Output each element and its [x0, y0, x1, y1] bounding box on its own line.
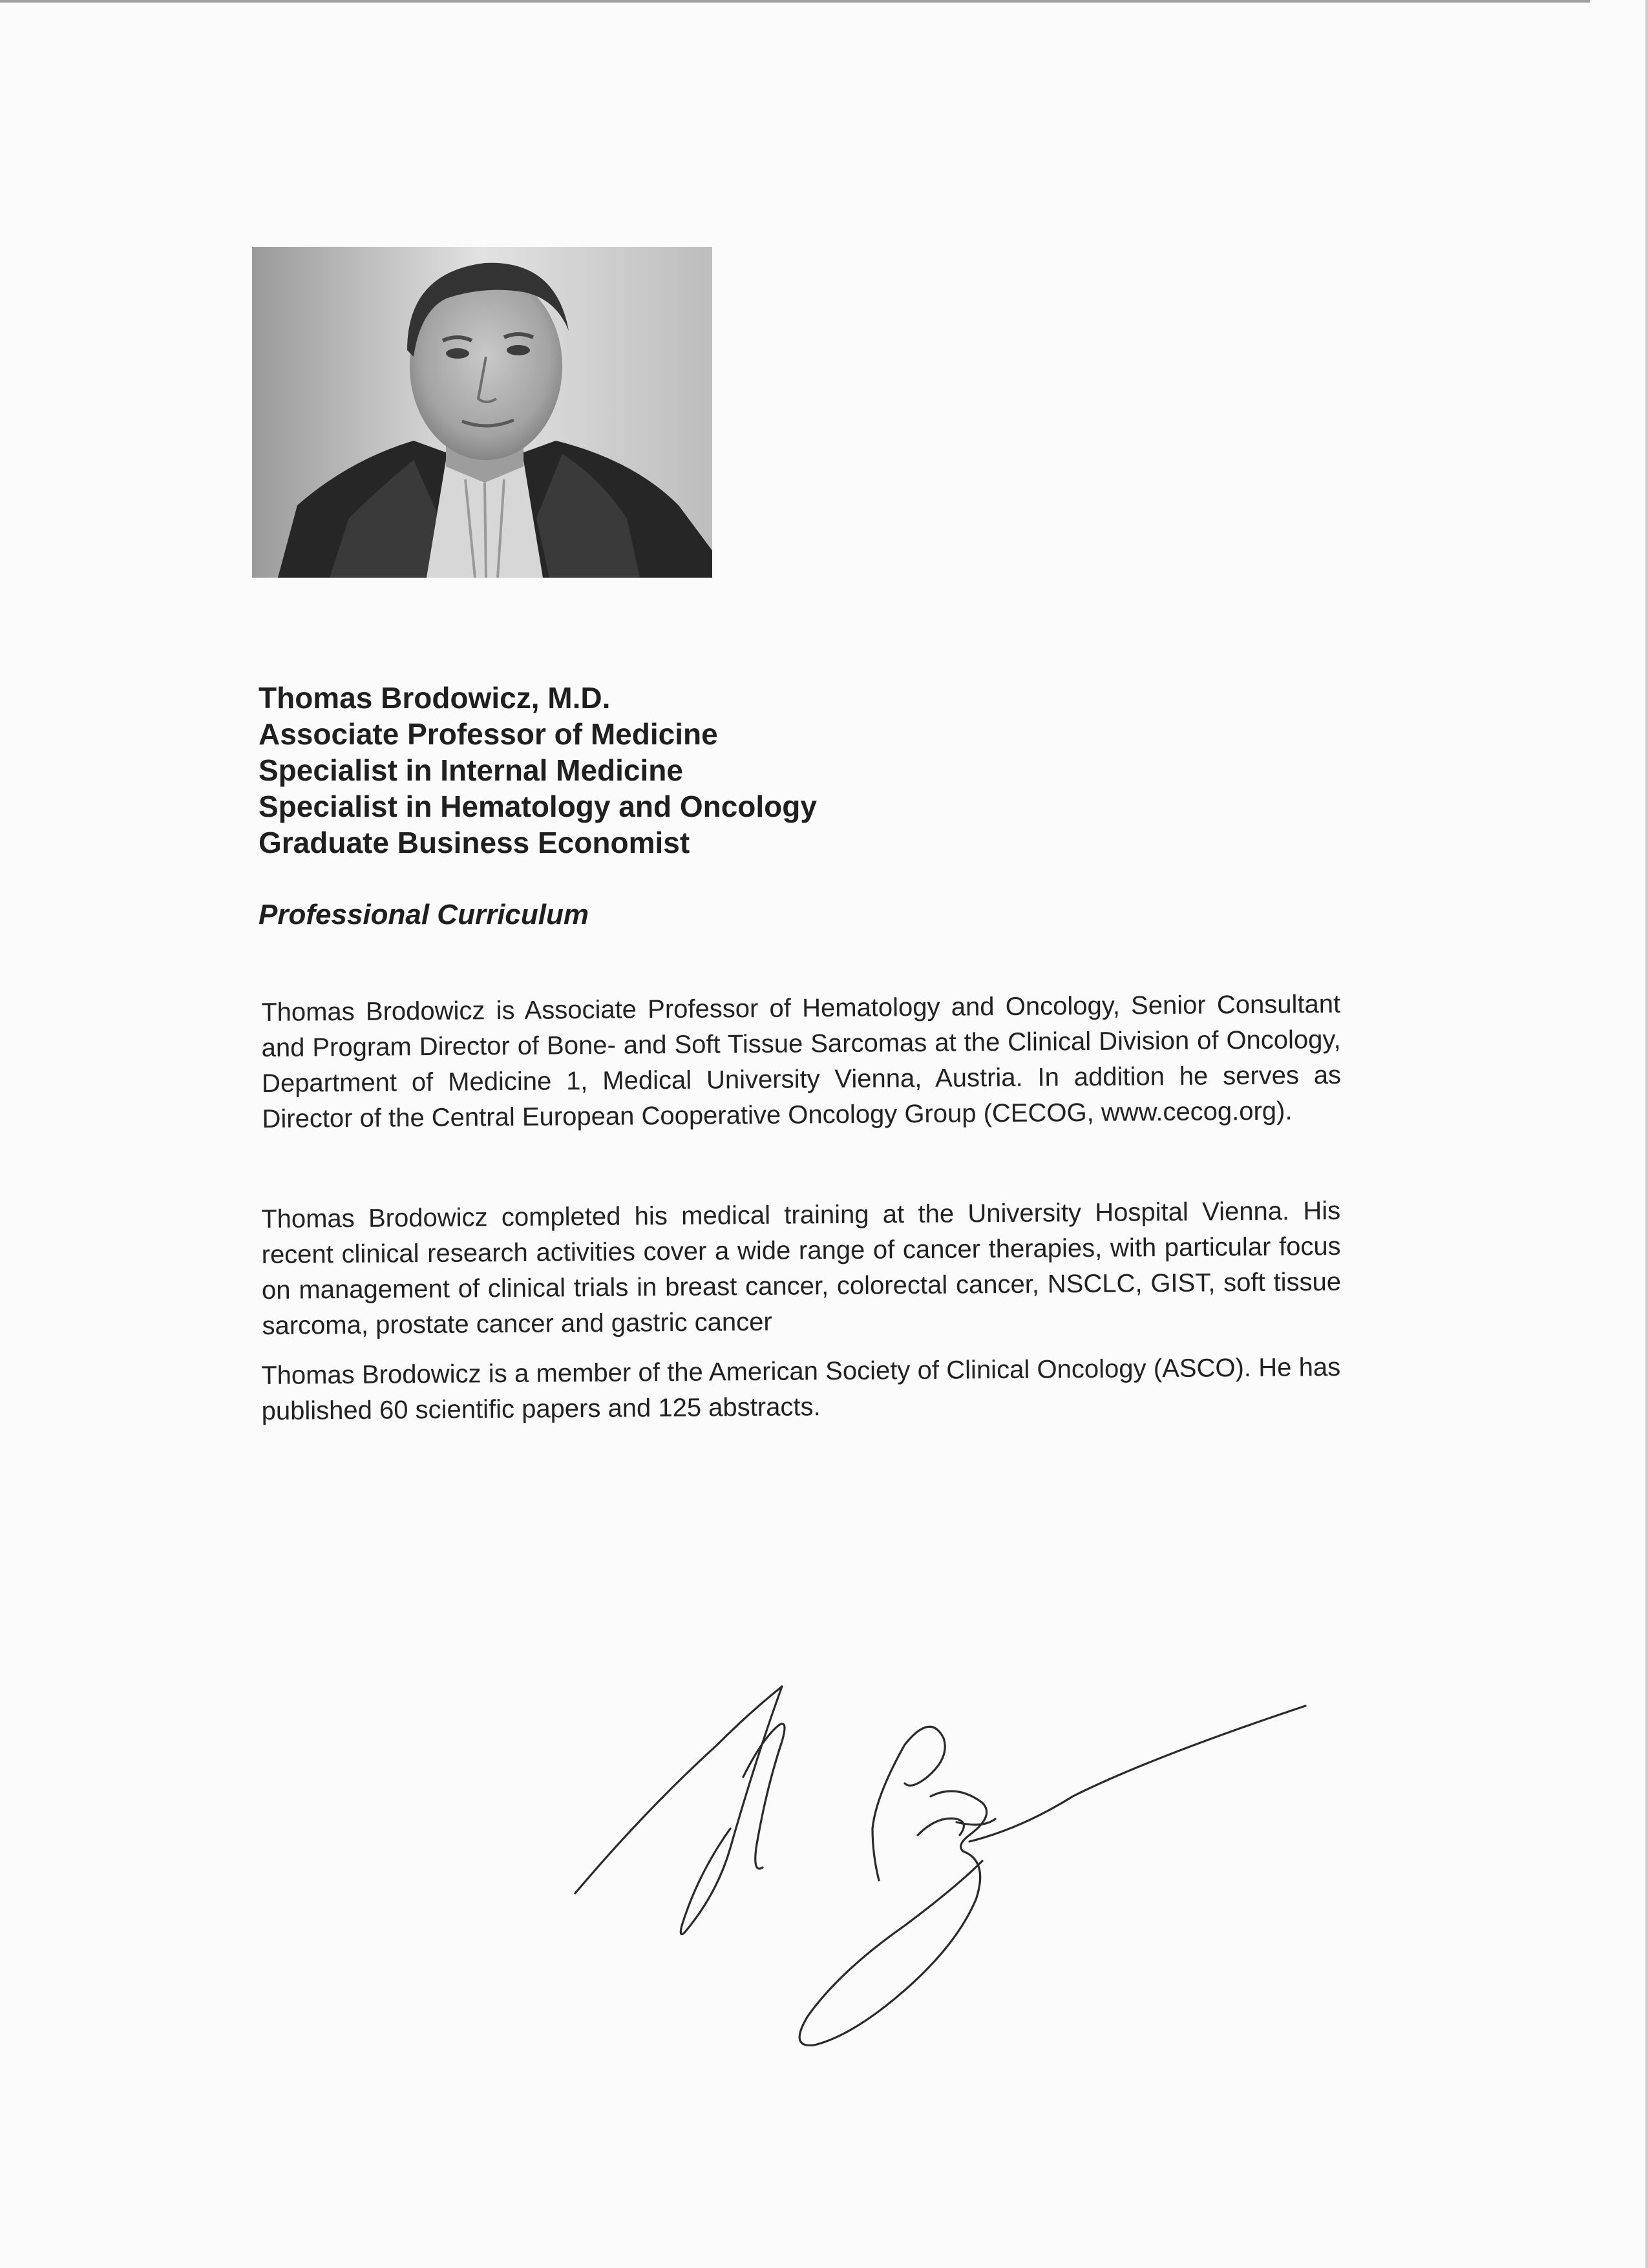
section-title: Professional Curriculum [259, 899, 589, 930]
portrait-photo [252, 247, 712, 578]
name-title: Thomas Brodowicz, M.D. [259, 681, 611, 715]
paragraph: Thomas Brodowicz is a member of the American Society of Clinical Oncology (ASCO). He has published 60 scientific papers and 125 abstracts. [261, 1352, 1341, 1425]
specialty-line: Specialist in Hematology and Oncology [259, 790, 817, 823]
handwritten-signature [569, 1680, 1312, 2106]
credentials-heading [259, 680, 1357, 861]
scan-edge [0, 0, 1590, 3]
scan-edge-right [1645, 0, 1648, 2268]
specialty-line: Specialist in Internal Medicine [259, 753, 683, 787]
paragraph: Thomas Brodowicz is Associate Professor of Hematology and Oncology, Senior Consultant and Program Director of Bone- and Soft Tissue Sarcomas at the Clinical Division of Oncology, Department of Medicine 1, Medical University Vienna, Austria. In addition he serves as Director of the Central European Cooperative Oncology Group (CECOG, www.cecog.org). [261, 989, 1342, 1133]
position-line: Associate Professor of Medicine [259, 717, 718, 751]
degree-line: Graduate Business Economist [259, 826, 690, 859]
paragraph: Thomas Brodowicz completed his medical training at the University Hospital Vienna. His recent clinical research activities cover a wide range of cancer therapies, with particular focus on management of clinical trials in breast cancer, colorectal cancer, NSCLC, GIST, soft tissue sarcoma, prostate cancer and gastric cancer [261, 1196, 1342, 1340]
